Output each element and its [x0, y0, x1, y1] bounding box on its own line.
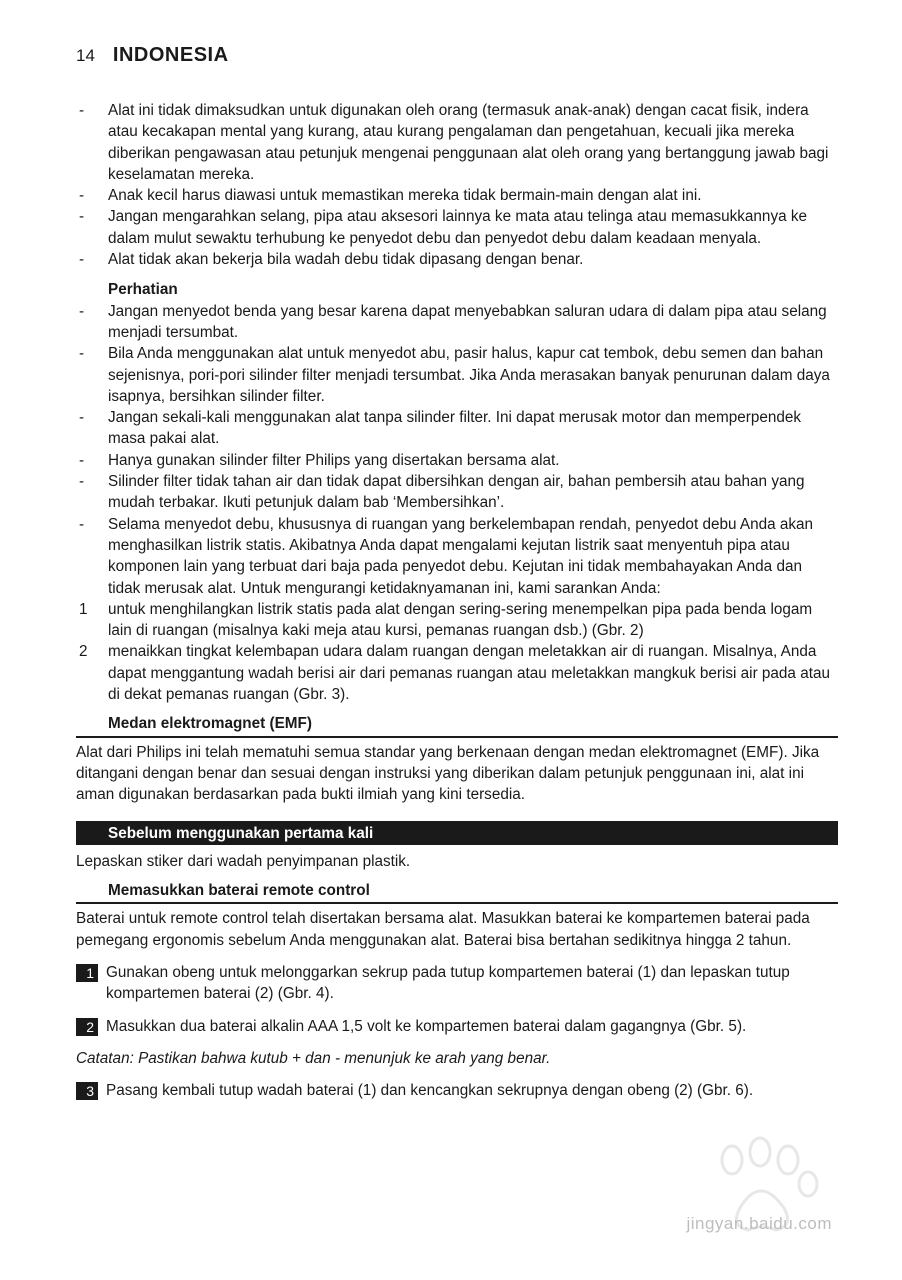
batteries-intro: Baterai untuk remote control telah disertakan bersama alat. Masukkan baterai ke kompartemen baterai pada pemegang ergonomis sebelum Anda menggunakan alat. Baterai bisa bertahan sedikitnya hingga 2 tahun.	[76, 910, 810, 949]
emf-heading: Medan elektromagnet (EMF)	[76, 713, 838, 737]
warning-item: - Alat ini tidak dimaksudkan untuk digunakan oleh orang (termasuk anak-anak) dengan cacat fisik, indera atau kecakapan mental yang kurang, atau kurang pengalaman dan pengetahuan, kecuali jika mereka diberikan pengawasan atau petunjuk mengenai penggunaan alat oleh orang yang bertanggung jawab bagi keselamatan mereka.	[79, 102, 829, 183]
caution-heading: Perhatian	[108, 281, 178, 299]
emf-text: Alat dari Philips ini telah mematuhi semua standar yang berkenaan dengan medan elektromagnet (EMF). Jika ditangani dengan benar dan sesuai dengan instruksi yang diberikan dalam petunjuk penggunaan ini, alat ini aman digunakan berdasarkan pada bukti ilmiah yang kini tersedia.	[76, 743, 820, 804]
numbered-item: 1 untuk menghilangkan listrik statis pada alat dengan sering-sering menempelkan pipa pada benda logam lain di ruangan (misalnya kaki meja atau kursi, pemanas ruangan dsb.) (Gbr. 2)	[79, 600, 813, 640]
step-number-badge: 2	[76, 1018, 98, 1036]
caution-item: - Selama menyedot debu, khususnya di ruangan yang berkelembapan rendah, penyedot debu Anda akan menghasilkan listrik statis. Akibatnya Anda dapat mengalami kejutan listrik saat menyentuh pipa atau komponen lain yang terbuat dari baja pada penyedot debu. Kejutan ini tidak membahayakan Anda dan tidak merusak alat. Untuk mengurangi ketidaknyamanan ini, kami sarankan Anda:	[79, 515, 814, 597]
section-language: INDONESIA	[112, 44, 229, 66]
page-header	[76, 44, 229, 67]
page-number: 14	[76, 46, 95, 65]
page-content	[76, 100, 838, 1101]
warning-item: - Alat tidak akan bekerja bila wadah debu tidak dipasang dengan benar.	[79, 251, 584, 269]
watermark-text: jingyan.baidu.com	[686, 1214, 832, 1233]
warning-item: - Jangan mengarahkan selang, pipa atau aksesori lainnya ke mata atau telinga atau memasukkannya ke dalam mulut sewaktu terhubung ke penyedot debu dan penyedot debu dalam keadaan menyala.	[79, 208, 808, 247]
batteries-heading: Memasukkan baterai remote control	[76, 880, 838, 904]
caution-item: - Jangan menyedot benda yang besar karena dapat menyebabkan saluran udara di dalam pipa atau selang menjadi tersumbat.	[79, 302, 827, 341]
step-3: 3 Pasang kembali tutup wadah baterai (1) dan kencangkan sekrupnya dengan obeng (2) (Gbr. 6).	[76, 1080, 838, 1101]
step-2: 2 Masukkan dua baterai alkalin AAA 1,5 volt ke kompartemen baterai dalam gagangnya (Gbr. 5).	[76, 1016, 838, 1037]
caution-item: - Hanya gunakan silinder filter Philips yang disertakan bersama alat.	[79, 451, 560, 469]
warning-item: - Anak kecil harus diawasi untuk memastikan mereka tidak bermain-main dengan alat ini.	[79, 187, 702, 205]
step-1: 1 Gunakan obeng untuk melonggarkan sekrup pada tutup kompartemen baterai (1) dan lepaskan tutup kompartemen baterai (2) (Gbr. 4).	[76, 962, 838, 1005]
numbered-item: 2 menaikkan tingkat kelembapan udara dalam ruangan dengan meletakkan air di ruangan. Misalnya, Anda dapat menggantung wadah berisi air dari pemanas ruangan atau meletakkan mangkuk berisi air pada atau di dekat pemanas ruangan (Gbr. 3).	[79, 643, 830, 704]
caution-item: - Bila Anda menggunakan alat untuk menyedot abu, pasir halus, kapur cat tembok, debu semen dan bahan sejenisnya, pori-pori silinder filter menjadi tersumbat. Jika Anda merasakan banyak penurunan dalam daya isapnya, bersihkan silinder filter.	[79, 345, 830, 405]
step-number-badge: 3	[76, 1082, 98, 1100]
caution-item: - Jangan sekali-kali menggunakan alat tanpa silinder filter. Ini dapat merusak motor dan memperpendek masa pakai alat.	[79, 409, 802, 448]
before-first-use-heading: Sebelum menggunakan pertama kali	[76, 821, 838, 845]
caution-item: - Silinder filter tidak tahan air dan tidak dapat dibersihkan dengan air, bahan pembersih atau bahan yang mudah terbakar. Ikuti petunjuk dalam bab ‘Membersihkan’.	[79, 473, 805, 512]
battery-note: Catatan: Pastikan bahwa kutub + dan - menunjuk ke arah yang benar.	[76, 1049, 551, 1067]
before-first-use-text: Lepaskan stiker dari wadah penyimpanan plastik.	[76, 852, 411, 870]
step-number-badge: 1	[76, 964, 98, 982]
